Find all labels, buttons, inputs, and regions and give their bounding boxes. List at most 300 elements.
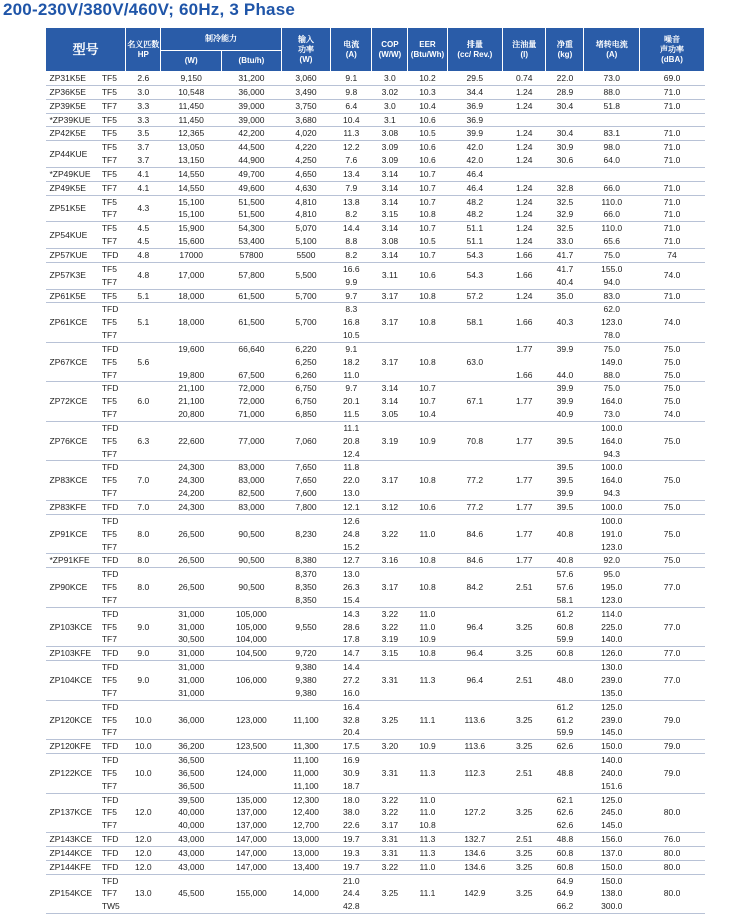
cell-current-line: 16.6 xyxy=(343,263,360,274)
cell-voltage-line: TF7 xyxy=(101,155,117,166)
cell-input-power-line: 11,300 xyxy=(293,741,319,752)
cell-noise xyxy=(640,501,705,515)
cell-voltage-line: TFD xyxy=(101,875,119,886)
table-row xyxy=(46,262,705,289)
cell-input-power-value: 8,230 xyxy=(295,528,317,539)
cell-hp xyxy=(126,554,161,568)
cell-cooling-w xyxy=(161,568,222,608)
cell-model-value: ZP144KCE xyxy=(49,847,92,858)
cell-hp xyxy=(126,167,161,181)
cell-eer xyxy=(408,382,447,422)
cell-weight xyxy=(546,647,584,661)
cell-cop xyxy=(372,342,408,382)
cell-input-power xyxy=(281,262,330,289)
cell-noise-value: 77.0 xyxy=(663,621,681,632)
cell-hp xyxy=(126,461,161,501)
cell-current xyxy=(331,740,372,754)
cell-current xyxy=(331,514,372,554)
cell-lra-line: 195.0 xyxy=(601,582,623,593)
cell-noise-line: 71.0 xyxy=(663,223,681,234)
cell-current-line: 15.4 xyxy=(343,594,360,605)
cell-eer-line: 10.4 xyxy=(419,100,436,111)
cell-model-value: ZP49K5E xyxy=(49,182,86,193)
cell-eer-line: 10.8 xyxy=(419,555,436,566)
cell-displacement-value: 84.2 xyxy=(466,582,484,593)
cell-eer xyxy=(408,607,447,647)
cell-lra xyxy=(584,833,640,847)
cell-current xyxy=(331,568,372,608)
cell-current-line: 12.7 xyxy=(343,555,360,566)
cell-cop-line: 3.14 xyxy=(381,196,399,207)
cell-current-line: 18.2 xyxy=(343,356,360,367)
cell-model-value: ZP31K5E xyxy=(49,73,86,83)
cell-current-line: 8.2 xyxy=(345,249,358,260)
cell-cooling-btu xyxy=(222,607,282,647)
cell-lra-line: 94.3 xyxy=(603,448,621,459)
cell-model xyxy=(46,382,92,422)
cell-noise-value: 80.0 xyxy=(663,888,681,899)
cell-lra-line: 75.0 xyxy=(603,383,621,394)
cell-cop xyxy=(372,167,408,181)
cell-current xyxy=(331,141,372,168)
cell-cooling-w xyxy=(161,289,222,303)
cell-cooling-w xyxy=(161,461,222,501)
cell-input-power xyxy=(281,647,330,661)
cell-model-value: ZP90KCE xyxy=(49,582,88,593)
cell-voltage xyxy=(92,85,126,99)
cell-lra-line: 62.0 xyxy=(603,304,621,315)
cell-weight-line: 60.8 xyxy=(556,648,574,659)
cell-noise-value: 77.0 xyxy=(663,674,681,685)
cell-displacement xyxy=(447,99,503,113)
cell-weight-line: 61.2 xyxy=(556,701,574,712)
cell-voltage-line: TFD xyxy=(101,701,119,712)
cell-lra-line: 156.0 xyxy=(601,834,623,845)
cell-voltage xyxy=(92,860,126,874)
cell-input-power-line: 6,250 xyxy=(295,356,317,367)
cell-noise-line: 75.0 xyxy=(663,383,681,394)
cell-displacement xyxy=(447,181,503,195)
cell-weight-line: 57.6 xyxy=(556,569,574,580)
cell-cooling-btu-line: 90,500 xyxy=(238,555,265,566)
cell-lra-line: 130.0 xyxy=(601,662,623,673)
cell-lra-line: 64.0 xyxy=(603,155,621,166)
cell-input-power-line: 11,100 xyxy=(293,755,319,766)
cell-voltage-line: TF5 xyxy=(101,674,117,685)
cell-cooling-w-line: 20,800 xyxy=(178,409,205,420)
cell-current-line: 12.6 xyxy=(343,515,360,526)
cell-model-value: ZP91KCE xyxy=(49,528,88,539)
cell-cooling-w-line: 43,000 xyxy=(178,834,205,845)
cell-hp xyxy=(126,99,161,113)
cell-weight xyxy=(546,754,584,794)
cell-cooling-btu xyxy=(222,248,282,262)
cell-current-line: 30.9 xyxy=(343,767,360,778)
cell-input-power xyxy=(281,248,330,262)
cell-oil-value: 1.77 xyxy=(515,475,533,486)
cell-lra xyxy=(584,740,640,754)
cell-cop-value: 3.17 xyxy=(381,475,399,486)
cell-eer xyxy=(408,181,447,195)
cell-weight xyxy=(546,303,584,343)
cell-lra-line: 123.0 xyxy=(601,594,623,605)
cell-eer-line: 10.6 xyxy=(419,114,436,125)
cell-cooling-btu-value: 124,000 xyxy=(236,767,267,778)
cell-cop-line: 3.08 xyxy=(381,128,399,139)
cell-model-value: ZP61K5E xyxy=(49,290,86,301)
cell-eer-line: 10.8 xyxy=(419,290,436,301)
cell-oil-value: 1.24 xyxy=(515,100,533,111)
cell-oil xyxy=(503,647,546,661)
cell-input-power xyxy=(281,846,330,860)
cell-eer-line: 11.3 xyxy=(419,834,436,845)
cell-model xyxy=(46,514,92,554)
cell-noise xyxy=(640,554,705,568)
cell-weight-value: 40.3 xyxy=(556,317,574,328)
cell-voltage-line: TF5 xyxy=(101,356,117,367)
spec-table xyxy=(45,27,705,914)
cell-cooling-w-line: 9,150 xyxy=(180,73,202,83)
cell-cooling-w-line: 15,600 xyxy=(178,236,205,247)
cell-input-power-line: 4,630 xyxy=(295,182,317,193)
cell-noise-value: 79.0 xyxy=(663,741,681,752)
cell-voltage-line: TFD xyxy=(101,502,119,512)
table-row xyxy=(46,167,705,181)
cell-weight-line: 41.7 xyxy=(556,263,574,274)
cell-weight-line: 32.5 xyxy=(556,223,574,234)
cell-voltage-line: TF7 xyxy=(101,488,117,499)
cell-eer-line: 11.0 xyxy=(419,861,436,872)
cell-current xyxy=(331,461,372,501)
cell-input-power-line: 8,380 xyxy=(295,555,317,566)
header-cooling-btu: (Btu/h) xyxy=(222,51,282,72)
cell-current-line: 14.4 xyxy=(343,223,360,234)
cell-eer-line: 10.7 xyxy=(419,383,436,394)
cell-noise-line: 71.0 xyxy=(663,155,681,166)
cell-lra xyxy=(584,754,640,794)
cell-model xyxy=(46,99,92,113)
cell-noise xyxy=(640,127,705,141)
cell-current xyxy=(331,248,372,262)
cell-hp-value: 6.3 xyxy=(137,435,150,446)
cell-oil xyxy=(503,874,546,914)
header-hp: 名义匹数 HP xyxy=(126,28,161,72)
cell-lra xyxy=(584,554,640,568)
cell-oil-value: 2.51 xyxy=(515,834,533,845)
cell-noise xyxy=(640,740,705,754)
cell-voltage xyxy=(92,514,126,554)
cell-displacement-line: 42.0 xyxy=(466,142,484,153)
cell-model xyxy=(46,661,92,701)
cell-cooling-w-line: 43,000 xyxy=(178,861,205,872)
cell-input-power xyxy=(281,833,330,847)
cell-cooling-btu-value: 57,800 xyxy=(238,270,265,281)
cell-voltage xyxy=(92,846,126,860)
cell-lra-line: 73.0 xyxy=(603,409,621,420)
cell-model xyxy=(46,72,92,86)
cell-eer-line: 11.0 xyxy=(419,608,436,619)
cell-current-line: 16.0 xyxy=(343,687,360,698)
cell-voltage-line: TFD xyxy=(101,741,119,752)
cell-input-power-value: 5,700 xyxy=(295,317,317,328)
cell-current-line: 13.4 xyxy=(343,168,360,179)
cell-weight-line: 62.6 xyxy=(556,820,574,831)
cell-weight-line: 32.9 xyxy=(556,209,574,220)
cell-cooling-btu-value: 77,000 xyxy=(238,435,265,446)
cell-current-line: 9.8 xyxy=(345,86,358,97)
cell-displacement xyxy=(447,85,503,99)
table-row xyxy=(46,72,705,86)
cell-displacement xyxy=(447,248,503,262)
cell-cooling-w xyxy=(161,740,222,754)
cell-noise-value: 79.0 xyxy=(663,767,681,778)
cell-cooling-btu xyxy=(222,514,282,554)
cell-voltage-line: TF5 xyxy=(101,128,117,139)
cell-displacement-value: 134.6 xyxy=(464,861,486,872)
cell-hp-value: 8.0 xyxy=(137,555,150,566)
cell-cooling-w-line: 17000 xyxy=(179,249,203,260)
cell-lra-line: 150.0 xyxy=(601,875,623,886)
cell-cop xyxy=(372,289,408,303)
cell-model-value: *ZP91KFE xyxy=(49,555,90,566)
cell-cooling-btu xyxy=(222,382,282,422)
cell-hp-value: 5.1 xyxy=(137,290,150,301)
cell-voltage xyxy=(92,181,126,195)
cell-hp-value: 8.0 xyxy=(137,528,150,539)
cell-oil-line: 1.24 xyxy=(515,236,533,247)
cell-current-line: 17.5 xyxy=(343,741,360,752)
cell-voltage xyxy=(92,647,126,661)
cell-cooling-btu xyxy=(222,647,282,661)
cell-hp-value: 8.0 xyxy=(137,582,150,593)
cell-weight-line: 30.9 xyxy=(556,142,574,153)
cell-oil xyxy=(503,501,546,515)
cell-voltage-line: TF7 xyxy=(101,409,117,420)
cell-model-value: ZP54KUE xyxy=(49,229,88,240)
cell-current xyxy=(331,860,372,874)
cell-lra xyxy=(584,860,640,874)
cell-weight-line: 61.2 xyxy=(556,608,574,619)
table-body xyxy=(46,72,705,914)
cell-voltage-line: TF5 xyxy=(101,290,117,301)
cell-cooling-w-line: 13,150 xyxy=(178,155,205,166)
cell-weight-line: 39.5 xyxy=(556,462,574,473)
cell-cooling-w xyxy=(161,181,222,195)
cell-cooling-btu xyxy=(222,661,282,701)
cell-displacement xyxy=(447,501,503,515)
cell-eer xyxy=(408,793,447,833)
cell-displacement xyxy=(447,222,503,249)
cell-weight-line: 44.0 xyxy=(556,369,574,380)
cell-oil-value: 3.25 xyxy=(515,888,533,899)
cell-input-power xyxy=(281,303,330,343)
cell-cooling-w xyxy=(161,382,222,422)
cell-cooling-w xyxy=(161,113,222,127)
cell-cooling-w xyxy=(161,501,222,515)
cell-cooling-w xyxy=(161,303,222,343)
cell-noise-line: 71.0 xyxy=(663,236,681,247)
cell-hp xyxy=(126,303,161,343)
cell-oil xyxy=(503,127,546,141)
cell-cooling-btu-line: 31,200 xyxy=(238,73,265,83)
cell-displacement-value: 96.4 xyxy=(466,648,484,659)
cell-cooling-btu-line: 44,900 xyxy=(238,155,265,166)
cell-input-power-line: 12,300 xyxy=(292,794,319,805)
cell-weight xyxy=(546,874,584,914)
cell-eer xyxy=(408,222,447,249)
cell-oil xyxy=(503,72,546,86)
cell-voltage-line: TF5 xyxy=(101,714,117,725)
cell-cop-line: 3.0 xyxy=(383,73,396,83)
cell-voltage-line: TFD xyxy=(101,383,119,394)
cell-displacement xyxy=(447,607,503,647)
cell-lra xyxy=(584,607,640,647)
cell-input-power-line: 11,000 xyxy=(293,767,319,778)
cell-model xyxy=(46,860,92,874)
cell-weight-line: 62.6 xyxy=(556,807,574,818)
cell-current xyxy=(331,195,372,222)
cell-cooling-btu-line: 66,640 xyxy=(238,343,265,354)
cell-voltage xyxy=(92,382,126,422)
cell-input-power-line: 9,720 xyxy=(295,648,317,659)
cell-cop-line: 3.05 xyxy=(381,409,399,420)
cell-model xyxy=(46,554,92,568)
cell-noise xyxy=(640,195,705,222)
cell-eer xyxy=(408,661,447,701)
cell-weight-line: 22.0 xyxy=(556,73,574,83)
cell-weight xyxy=(546,833,584,847)
cell-oil-line: 1.77 xyxy=(515,343,533,354)
cell-cooling-btu-line: 104,500 xyxy=(236,648,267,659)
cell-current-line: 8.2 xyxy=(345,209,358,220)
cell-model xyxy=(46,141,92,168)
cell-voltage-line: TF7 xyxy=(101,236,117,247)
cell-model xyxy=(46,607,92,647)
cell-weight-line xyxy=(547,356,583,369)
cell-current-line: 22.0 xyxy=(343,475,360,486)
cell-weight xyxy=(546,195,584,222)
cell-displacement-value: 54.3 xyxy=(466,249,484,260)
cell-hp-line: 3.7 xyxy=(137,142,150,153)
cell-oil xyxy=(503,248,546,262)
cell-noise-line: 75.0 xyxy=(663,343,681,354)
table-row xyxy=(46,833,705,847)
cell-noise xyxy=(640,342,705,382)
cell-hp xyxy=(126,421,161,461)
cell-cooling-btu xyxy=(222,195,282,222)
cell-eer-value: 11.1 xyxy=(419,714,436,725)
cell-noise xyxy=(640,262,705,289)
cell-eer-line: 10.4 xyxy=(419,409,436,420)
cell-weight-line: 32.5 xyxy=(556,196,574,207)
cell-oil-value: 1.66 xyxy=(515,317,533,328)
cell-noise-value: 69.0 xyxy=(663,73,681,83)
cell-noise xyxy=(640,700,705,740)
cell-current-line: 13.0 xyxy=(343,488,360,499)
table-row xyxy=(46,754,705,794)
cell-oil-value: 1.24 xyxy=(515,128,533,139)
cell-cop-value: 3.19 xyxy=(381,435,399,446)
cell-weight xyxy=(546,222,584,249)
cell-hp xyxy=(126,568,161,608)
cell-weight-line: 61.2 xyxy=(556,714,574,725)
cell-weight-line: 32.8 xyxy=(556,182,574,193)
page-title: 200-230V/380V/460V; 60Hz, 3 Phase xyxy=(3,0,296,19)
cell-eer-line: 10.2 xyxy=(419,73,436,83)
cell-input-power xyxy=(281,222,330,249)
cell-model-value: ZP36K5E xyxy=(49,86,86,97)
cell-oil-line: 1.24 xyxy=(515,142,533,153)
cell-input-power-line: 6,220 xyxy=(295,343,317,354)
cell-input-power-value: 9,550 xyxy=(295,621,317,632)
cell-input-power-line: 6,750 xyxy=(295,383,317,394)
cell-current-line: 22.6 xyxy=(343,820,360,831)
cell-model xyxy=(46,113,92,127)
cell-voltage-line: TFD xyxy=(101,648,119,659)
cell-displacement xyxy=(447,647,503,661)
cell-eer xyxy=(408,72,447,86)
cell-weight xyxy=(546,740,584,754)
cell-oil-value: 2.51 xyxy=(515,767,533,778)
cell-cooling-btu-line: 51,500 xyxy=(238,196,265,207)
cell-hp xyxy=(126,860,161,874)
cell-cooling-btu-value: 123,000 xyxy=(236,714,267,725)
cell-cooling-btu-line: 83,000 xyxy=(238,502,265,512)
cell-displacement xyxy=(447,421,503,461)
cell-displacement-value: 134.6 xyxy=(464,847,486,858)
cell-noise-value: 79.0 xyxy=(663,714,681,725)
cell-voltage-line: TFD xyxy=(101,304,119,315)
cell-current-line: 9.7 xyxy=(345,383,358,394)
cell-cooling-w-line: 11,450 xyxy=(178,114,204,125)
cell-input-power xyxy=(281,99,330,113)
cell-current-line: 14.4 xyxy=(343,662,360,673)
cell-cooling-w xyxy=(161,647,222,661)
cell-cooling-w-line: 14,550 xyxy=(178,182,205,193)
cell-oil-value: 2.51 xyxy=(515,582,533,593)
cell-oil-line: 1.24 xyxy=(515,196,533,207)
cell-noise xyxy=(640,289,705,303)
cell-weight-line: 39.9 xyxy=(556,488,574,499)
cell-oil xyxy=(503,262,546,289)
cell-cooling-btu-value: 90,500 xyxy=(238,582,265,593)
cell-model-value: ZP67KCE xyxy=(49,356,88,367)
cell-cooling-w-line: 10,548 xyxy=(178,86,205,97)
cell-voltage xyxy=(92,700,126,740)
cell-input-power xyxy=(281,127,330,141)
cell-lra-line: 138.0 xyxy=(601,888,623,899)
cell-noise xyxy=(640,99,705,113)
cell-lra xyxy=(584,661,640,701)
cell-cooling-btu-line: 123,500 xyxy=(236,741,267,752)
cell-cooling-w-line: 43,000 xyxy=(178,847,205,858)
cell-cooling-btu-line: 49,700 xyxy=(238,168,265,179)
cell-weight-line: 33.0 xyxy=(556,236,574,247)
cell-lra xyxy=(584,113,640,127)
cell-eer-value: 10.8 xyxy=(419,475,436,486)
cell-lra xyxy=(584,793,640,833)
cell-voltage xyxy=(92,833,126,847)
cell-noise-value: 75.0 xyxy=(663,555,681,566)
cell-weight xyxy=(546,860,584,874)
cell-lra-line: 191.0 xyxy=(601,528,623,539)
cell-displacement-value: 113.6 xyxy=(464,741,486,752)
cell-model-value: *ZP49KUE xyxy=(49,168,91,179)
cell-cooling-w xyxy=(161,700,222,740)
cell-cop-line: 3.14 xyxy=(381,249,399,260)
cell-noise-value: 74.0 xyxy=(663,270,681,281)
header-current: 电流 (A) xyxy=(331,28,372,72)
